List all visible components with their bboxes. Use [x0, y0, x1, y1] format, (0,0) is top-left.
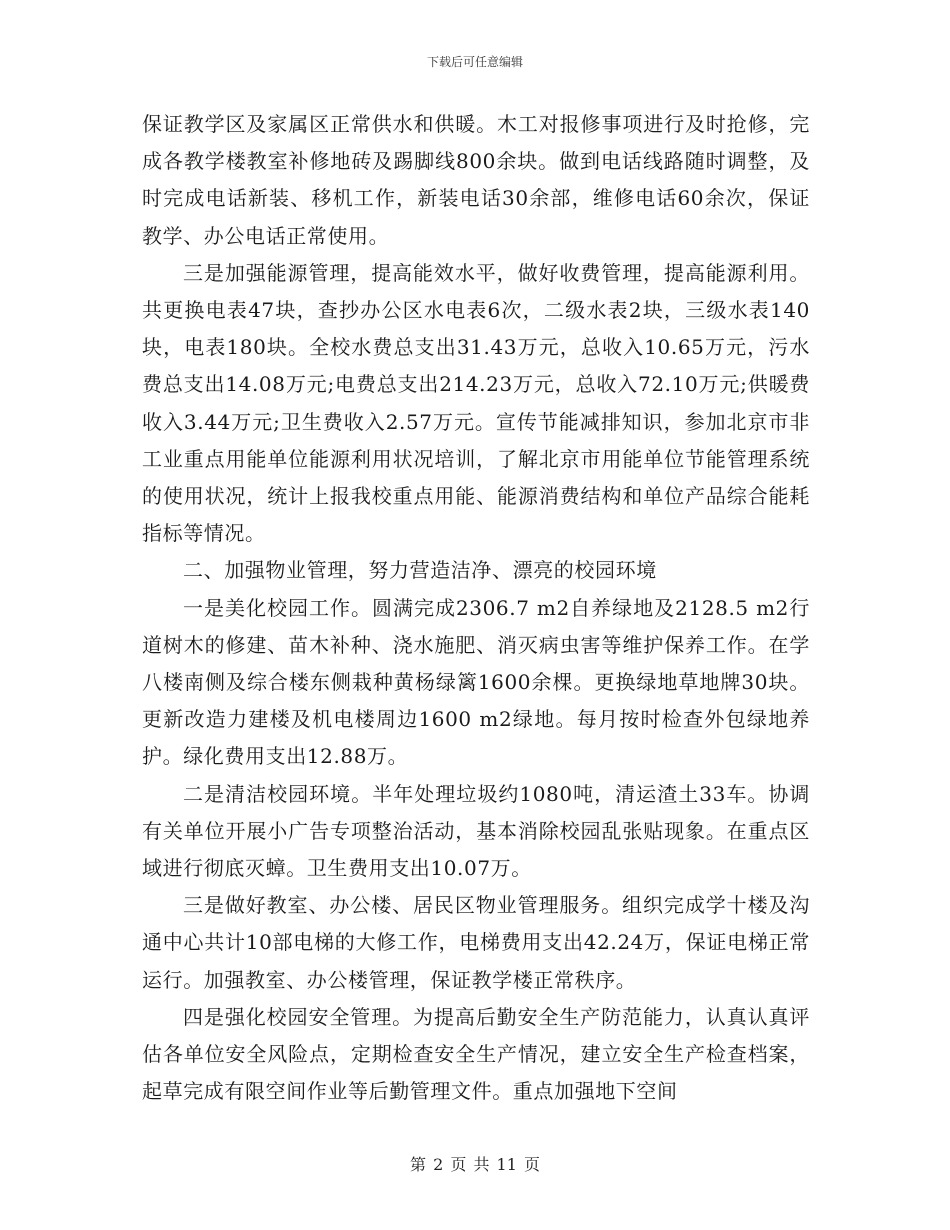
page-header: 下载后可任意编辑: [426, 55, 523, 69]
page-number-footer: 第 2 页 共 11 页: [410, 1155, 540, 1174]
paragraph-campus-greening: 一是美化校园工作。圆满完成2306.7 m2自养绿地及2128.5 m2行道树木的修建、苗木补种、浇水施肥、消灭病虫害等维护保养工作。在学八楼南侧及综合楼东侧栽种黄杨绿篱1600余棵。更换绿地草地牌30块。更新改造力建楼及机电楼周边1600 m2绿地。每月按时检查外包绿地养护。绿化费用支出12.88万。: [142, 595, 810, 769]
paragraph-campus-cleaning: 二是清洁校园环境。半年处理垃圾约1080吨，清运渣土33车。协调有关单位开展小广告专项整治活动，基本消除校园乱张贴现象。在重点区域进行彻底灭蟑。卫生费用支出10.07万。: [142, 781, 810, 881]
paragraph-energy-management: 三是加强能源管理，提高能效水平，做好收费管理，提高能源利用。共更换电表47块，查抄办公区水电表6次，二级水表2块，三级水表140块，电表180块。全校水费总支出31.43万元，总收入10.65万元，污水费总支出14.08万元;电费总支出214.23万元，总收入72.10万元;供暖费收入3.44万元;卫生费收入2.57万元。宣传节能减排知识，参加北京市非工业重点用能单位能源利用状况培训，了解北京市用能单位节能管理系统的使用状况，统计上报我校重点用能、能源消费结构和单位产品综合能耗指标等情况。: [142, 260, 810, 546]
paragraph-continuation: 保证教学区及家属区正常供水和供暖。木工对报修事项进行及时抢修，完成各教学楼教室补修地砖及踢脚线800余块。做到电话线路随时调整，及时完成电话新装、移机工作，新装电话30余部，维修电话60余次，保证教学、办公电话正常使用。: [142, 112, 810, 248]
paragraph-building-services: 三是做好教室、办公楼、居民区物业管理服务。组织完成学十楼及沟通中心共计10部电梯的大修工作，电梯费用支出42.24万，保证电梯正常运行。加强教室、办公楼管理，保证教学楼正常秩序。: [142, 893, 810, 992]
document-body: [142, 106, 810, 1110]
paragraph-campus-safety: 四是强化校园安全管理。为提高后勤安全生产防范能力，认真认真评估各单位安全风险点，定期检查安全生产情况，建立安全生产检查档案，起草完成有限空间作业等后勤管理文件。重点加强地下空间: [142, 1004, 810, 1104]
section-heading-property-management: 二、加强物业管理，努力营造洁净、漂亮的校园环境: [183, 558, 657, 583]
